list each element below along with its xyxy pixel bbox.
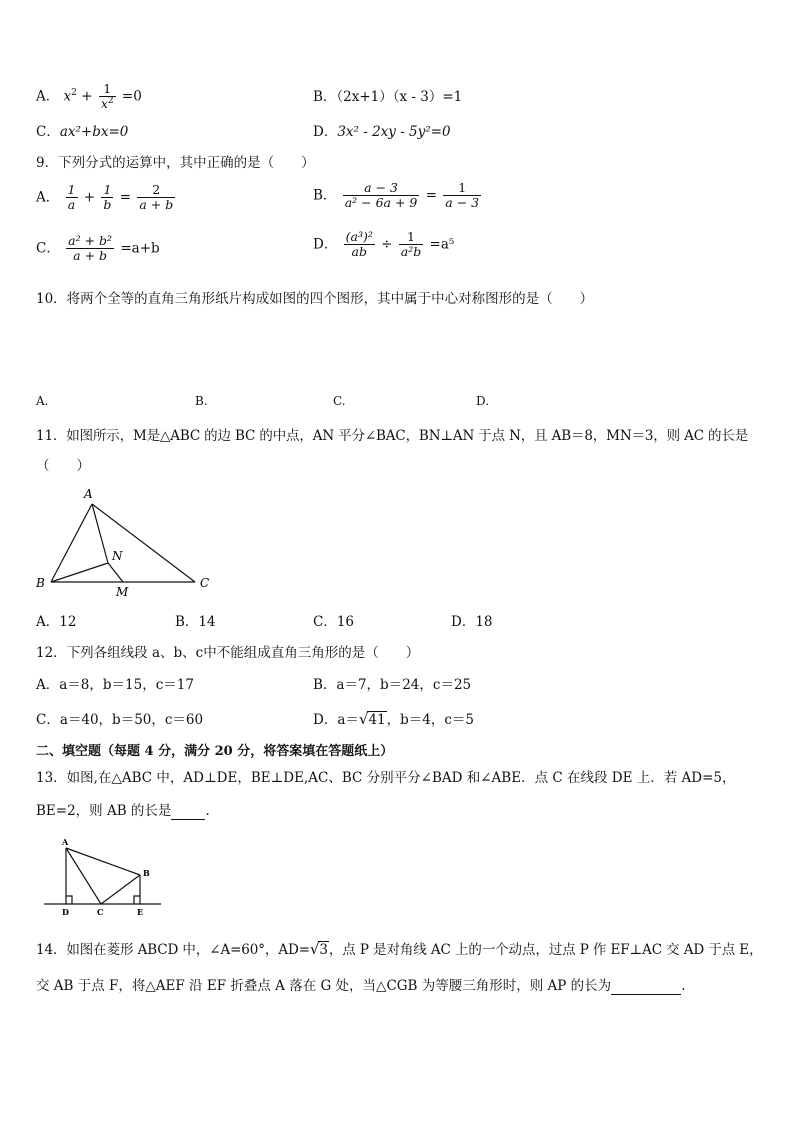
point-a-label: A xyxy=(62,837,69,847)
q11-option-a: A．12 xyxy=(36,614,77,630)
segment-ab xyxy=(66,848,140,875)
q13-stem: 13．如图,在△ABC 中，AD⊥DE，BE⊥DE,AC、BC 分别平分∠BAD 和∠ABE．点 C 在线段 DE 上．若 AD=5， xyxy=(36,770,736,786)
point-d-label: D xyxy=(62,907,69,917)
q11-option-b: B．14 xyxy=(175,614,216,630)
q13-figure xyxy=(40,834,165,920)
point-b-label: B xyxy=(36,576,45,590)
q8-option-d: D．3x² - 2xy - 5y²=0 xyxy=(313,124,451,140)
right-angle-e xyxy=(134,896,140,904)
q10-option-a: A. xyxy=(36,394,49,408)
q11-triangle-figure xyxy=(30,484,220,600)
q12-option-a: A．a＝8，b＝15，c＝17 xyxy=(36,677,194,693)
answer-blank[interactable] xyxy=(611,978,681,995)
q11-stem: 11．如图所示，M是△ABC 的边 BC 的中点，AN 平分∠BAC，BN⊥AN 于点 N，且 AB＝8，MN＝3，则 AC 的长是 xyxy=(36,428,749,444)
q8-option-b: B．（2x+1）（x - 3）=1 xyxy=(313,89,463,105)
point-e-label: E xyxy=(137,907,144,917)
answer-blank[interactable] xyxy=(171,803,205,820)
q10-option-c: C. xyxy=(333,394,346,408)
q10-option-d: D. xyxy=(476,394,490,408)
q12-option-c: C．a＝40，b＝50，c＝60 xyxy=(36,712,204,728)
q12-option-b: B．a＝7，b＝24，c＝25 xyxy=(313,677,472,693)
point-a-label: A xyxy=(84,487,93,501)
segment-nm xyxy=(108,563,123,582)
q9-stem: 9．下列分式的运算中，其中正确的是（ ） xyxy=(36,155,315,171)
q8-option-c: C．ax²+bx=0 xyxy=(36,124,129,140)
q8-option-a: A． $x^2$ + $\frac{1}{x^2}$ =0 xyxy=(36,81,142,112)
right-angle-d xyxy=(66,896,72,904)
q11-option-d: D．18 xyxy=(451,614,493,630)
q9-option-b: B． $\frac{a - 3}{\text{a² − 6a + 9}}$ = $\frac{1}{a - 3}$ xyxy=(313,180,480,211)
fraction: $\frac{1}{x^2}$ xyxy=(100,81,114,112)
section-heading: 二、填空题（每题 4 分，满分 20 分，将答案填在答题纸上） xyxy=(36,744,394,759)
q14-stem: 14．如图在菱形 ABCD 中，∠A=60°，AD=√3，点 P 是对角线 AC 上的一个动点，过点 P 作 EF⊥AC 交 AD 于点 E， xyxy=(36,940,763,958)
q12-option-d: D．a＝√41，b＝4，c＝5 xyxy=(313,710,475,728)
q9-option-c: C． $\frac{\text{a² + b²}}{a + b}$ =a+b xyxy=(36,233,160,264)
point-c-label: C xyxy=(97,907,104,917)
point-c-label: C xyxy=(200,576,210,590)
q13-stem-cont: BE=2，则 AB 的长是 ． xyxy=(36,803,219,819)
point-n-label: N xyxy=(112,549,123,563)
q9-option-a: A． $\frac{1}{a}$ + $\frac{1}{b}$ = $\frac{2}{a + b}$ xyxy=(36,182,174,213)
q14-stem-cont: 交 AB 于点 F，将△AEF 沿 EF 折叠点 A 落在 G 处，当△CGB 为等腰三角形时，则 AP 的长为 . xyxy=(36,978,686,994)
q12-stem: 12．下列各组线段 a、b、c中不能组成直角三角形的是（ ） xyxy=(36,645,420,661)
q9-option-d: D． $\frac{\text{(a³)²}}{ab}$ ÷ $\frac{1}{\text{a²b}}$ =a⁵ xyxy=(313,229,455,260)
q11-option-c: C．16 xyxy=(313,614,355,630)
segment-an xyxy=(92,504,108,563)
q11-stem-cont: （ ） xyxy=(36,458,90,474)
point-m-label: M xyxy=(116,585,129,599)
point-b-label: B xyxy=(143,868,150,878)
segment-ac xyxy=(92,504,195,582)
q10-stem: 10．将两个全等的直角三角形纸片构成如图的四个图形，其中属于中心对称图形的是（ ） xyxy=(36,291,594,307)
q10-option-b: B. xyxy=(195,394,208,408)
